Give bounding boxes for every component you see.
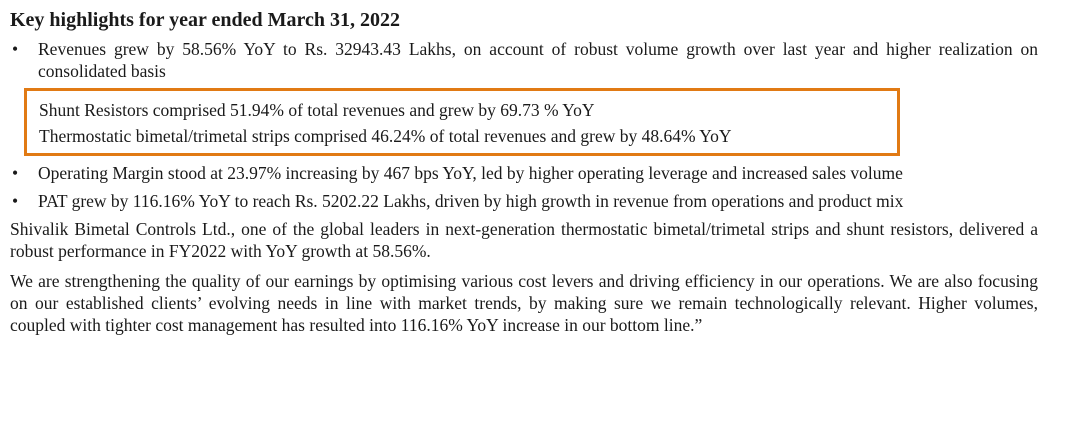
- bullet-operating-margin: [10, 162, 1038, 184]
- highlight-box: [24, 88, 900, 156]
- bullet-pat: [10, 190, 1038, 212]
- bullet-marker: •: [12, 163, 19, 183]
- highlight-shunt-resistors: Shunt Resistors comprised 51.94% of total revenues and grew by 69.73 % YoY: [39, 100, 595, 120]
- bullet-pat-text: PAT grew by 116.16% YoY to reach Rs. 5202.22 Lakhs, driven by high growth in revenue from operations and product mix: [38, 191, 904, 211]
- section-heading: Key highlights for year ended March 31, 2022: [10, 9, 400, 31]
- bullet-revenue-text: Revenues grew by 58.56% YoY to Rs. 32943.43 Lakhs, on account of robust volume growth over last year and higher realization on consolidated basis: [38, 39, 1038, 81]
- highlight-thermostatic-strips: Thermostatic bimetal/trimetal strips comprised 46.24% of total revenues and grew by 48.64% YoY: [39, 126, 732, 146]
- bullet-operating-margin-text: Operating Margin stood at 23.97% increasing by 467 bps YoY, led by higher operating leverage and increased sales volume: [38, 163, 903, 183]
- paragraph-company-overview: Shivalik Bimetal Controls Ltd., one of the global leaders in next-generation thermostatic bimetal/trimetal strips and shunt resistors, delivered a robust performance in FY2022 with YoY growth at 58.56%.: [10, 219, 1038, 261]
- bullet-marker: •: [12, 191, 19, 211]
- paragraph-earnings-quote: We are strengthening the quality of our earnings by optimising various cost levers and driving efficiency in our operations. We are also focusing on our established clients’ evolving needs in line with market trends, by making sure we remain technologically relevant. Higher volumes, coupled with tighter cost management has resulted into 116.16% YoY increase in our bottom line.”: [10, 271, 1038, 335]
- bullet-revenue: [10, 38, 1038, 82]
- bullet-marker: •: [12, 39, 19, 59]
- document-body: [10, 6, 1038, 344]
